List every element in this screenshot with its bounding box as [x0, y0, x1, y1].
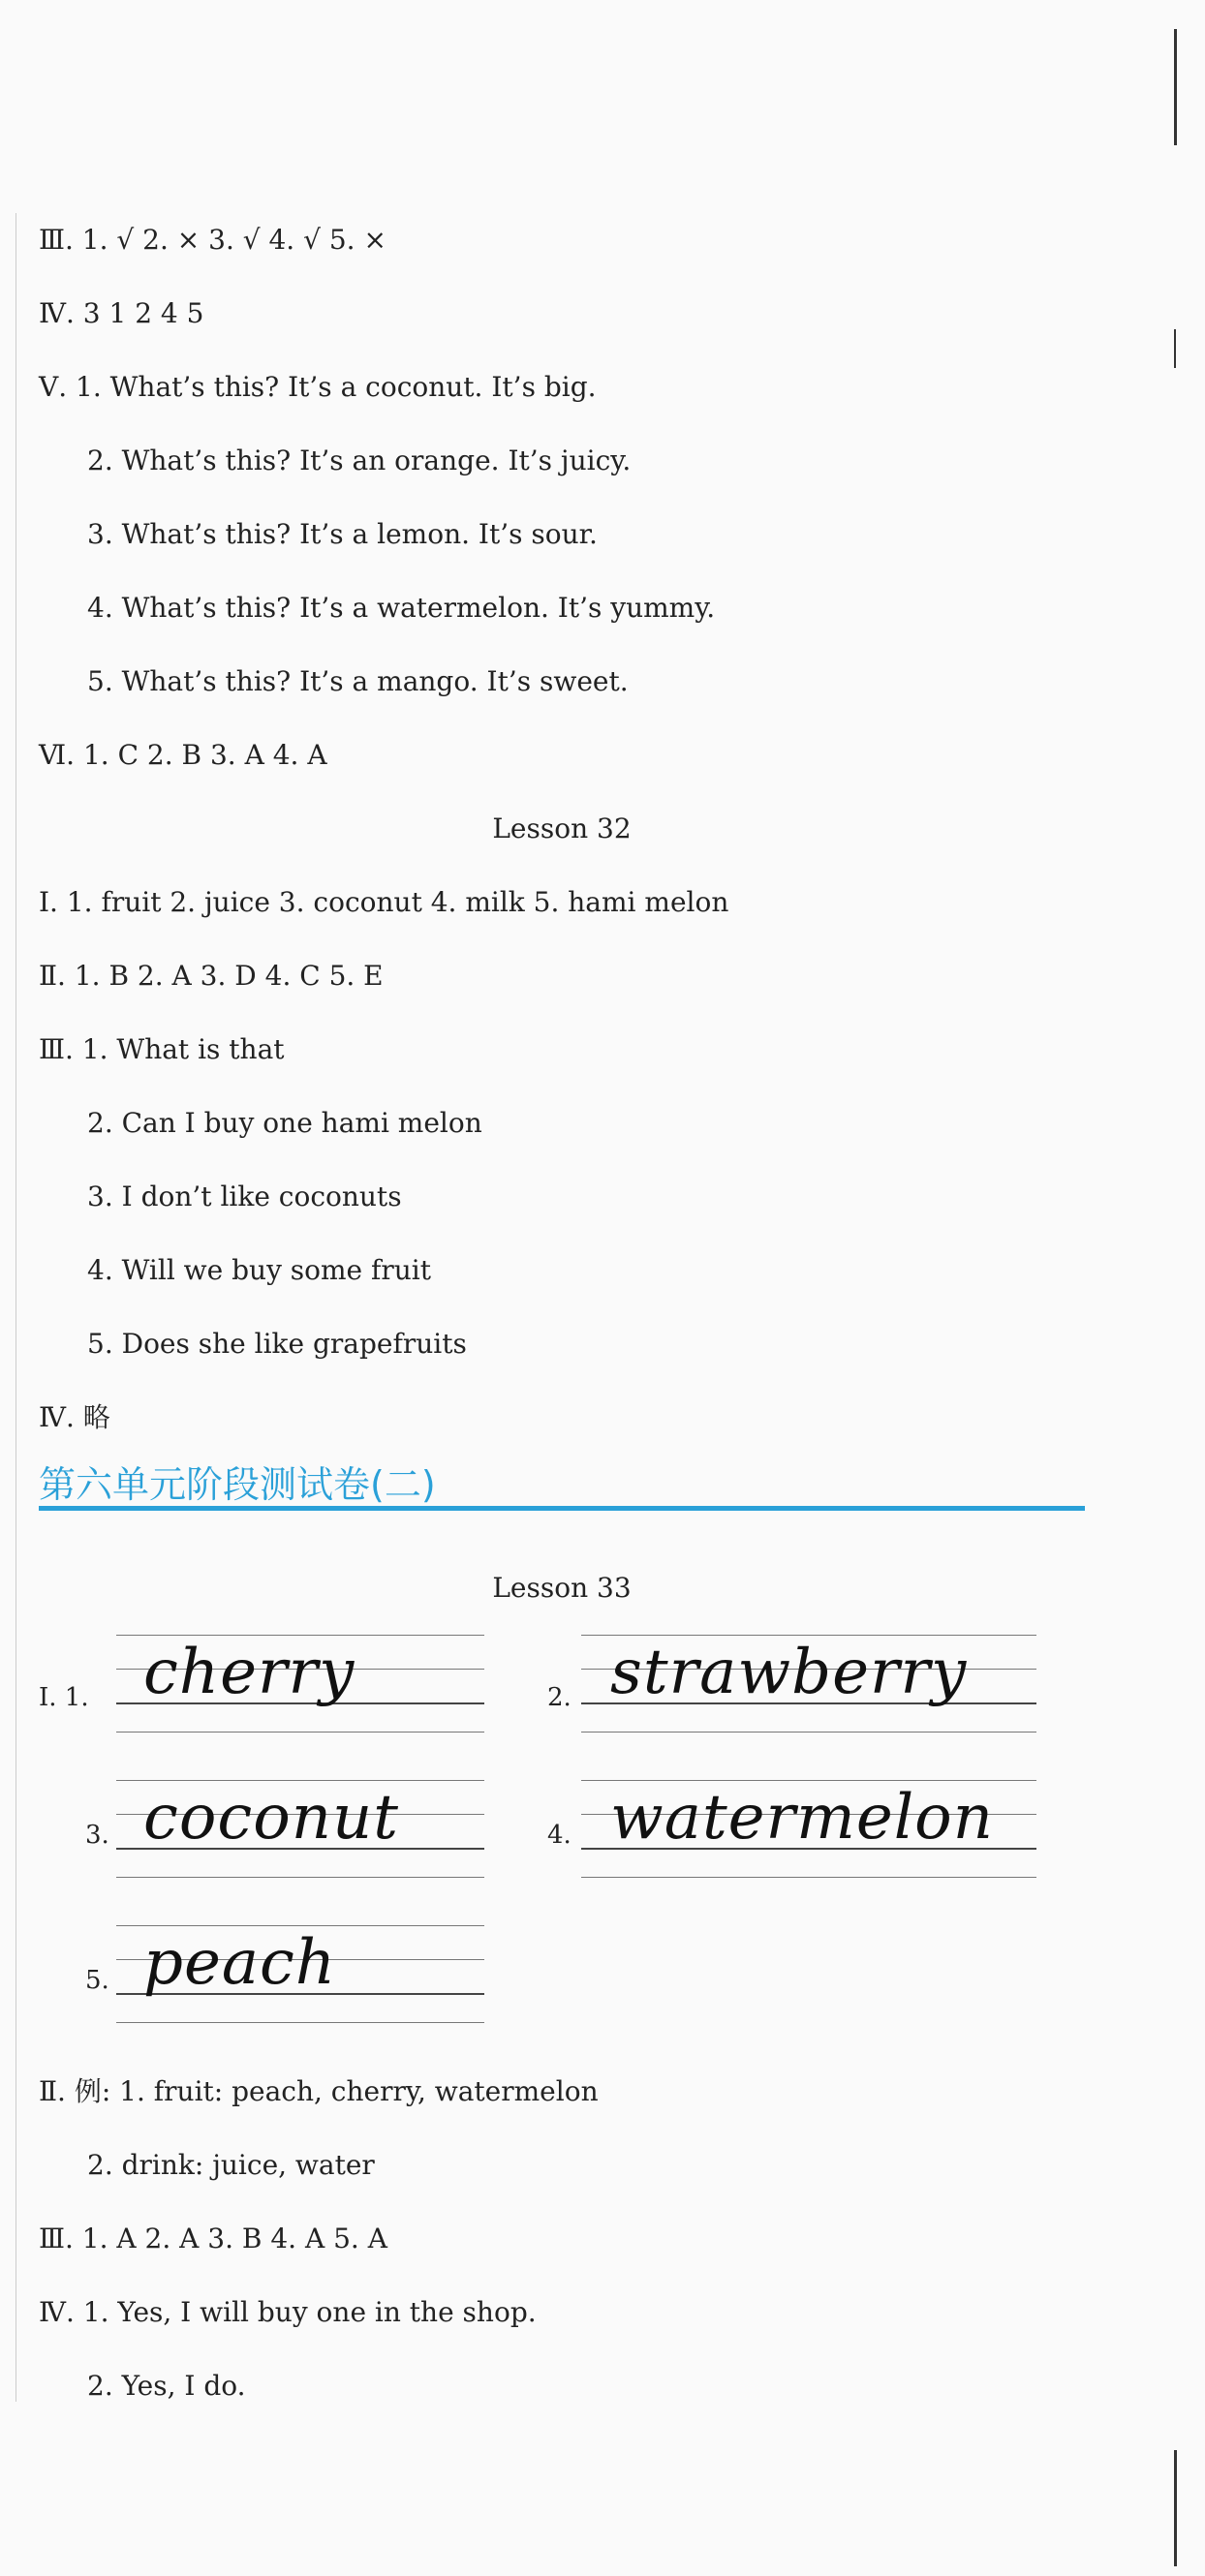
answer-line: Ⅱ. 例: 1. fruit: peach, cherry, watermelon: [39, 2075, 599, 2107]
answer-line: 4. What’s this? It’s a watermelon. It’s yummy.: [87, 592, 716, 624]
answer-line: Ⅲ. 1. A 2. A 3. B 4. A 5. A: [39, 2223, 387, 2254]
answer-line: 2. Can I buy one hami melon: [87, 1107, 482, 1139]
answer-line: 3. I don’t like coconuts: [87, 1181, 402, 1212]
handwriting-number: 3.: [85, 1821, 109, 1850]
handwritten-word: peach: [143, 1927, 337, 1999]
handwriting-number: 5.: [85, 1966, 109, 1995]
answer-line: 2. drink: juice, water: [87, 2149, 375, 2181]
handwriting-number: Ⅰ. 1.: [39, 1683, 89, 1712]
answer-line: Ⅳ. 3 1 2 4 5: [39, 297, 204, 329]
section-title: 第六单元阶段测试卷(二): [39, 1463, 436, 1506]
handwriting-number: 2.: [547, 1683, 572, 1712]
answer-line: 5. Does she like grapefruits: [87, 1328, 467, 1360]
answer-line: Ⅲ. 1. What is that: [39, 1033, 285, 1065]
answer-line: Ⅵ. 1. C 2. B 3. A 4. A: [39, 739, 327, 771]
handwritten-word: strawberry: [610, 1637, 968, 1708]
handwriting-number: 4.: [547, 1821, 572, 1850]
handwritten-word: coconut: [143, 1782, 399, 1854]
handwriting-lines: [116, 1925, 484, 2022]
lesson-heading: Lesson 33: [492, 1572, 632, 1604]
handwriting-lines: [581, 1780, 1036, 1877]
answer-line: 5. What’s this? It’s a mango. It’s sweet.: [87, 665, 629, 697]
answer-line: Ⅳ. 1. Yes, I will buy one in the shop.: [39, 2296, 537, 2328]
answer-line: Ⅲ. 1. √ 2. × 3. √ 4. √ 5. ×: [39, 224, 386, 256]
answer-line: Ⅱ. 1. B 2. A 3. D 4. C 5. E: [39, 960, 384, 992]
answer-line: Ⅰ. 1. fruit 2. juice 3. coconut 4. milk 5. hami melon: [39, 886, 729, 918]
right-edge-mark: [1174, 2450, 1177, 2566]
handwritten-word: cherry: [143, 1637, 355, 1708]
handwriting-lines: [116, 1635, 484, 1732]
right-edge-mark: [1174, 29, 1177, 145]
handwritten-word: watermelon: [610, 1782, 994, 1854]
section-rule: [39, 1506, 1085, 1511]
left-margin-line: [15, 213, 16, 2402]
answer-line: Ⅳ. 略: [39, 1401, 110, 1433]
lesson-heading: Lesson 32: [492, 813, 632, 844]
handwriting-lines: [581, 1635, 1036, 1732]
right-edge-mark: [1174, 329, 1176, 368]
answer-line: 2. What’s this? It’s an orange. It’s juicy.: [87, 445, 632, 476]
answer-line: 4. Will we buy some fruit: [87, 1254, 432, 1286]
answer-line: 3. What’s this? It’s a lemon. It’s sour.: [87, 518, 598, 550]
answer-line: 2. Yes, I do.: [87, 2370, 246, 2402]
answer-line: Ⅴ. 1. What’s this? It’s a coconut. It’s big.: [39, 371, 597, 403]
handwriting-lines: [116, 1780, 484, 1877]
